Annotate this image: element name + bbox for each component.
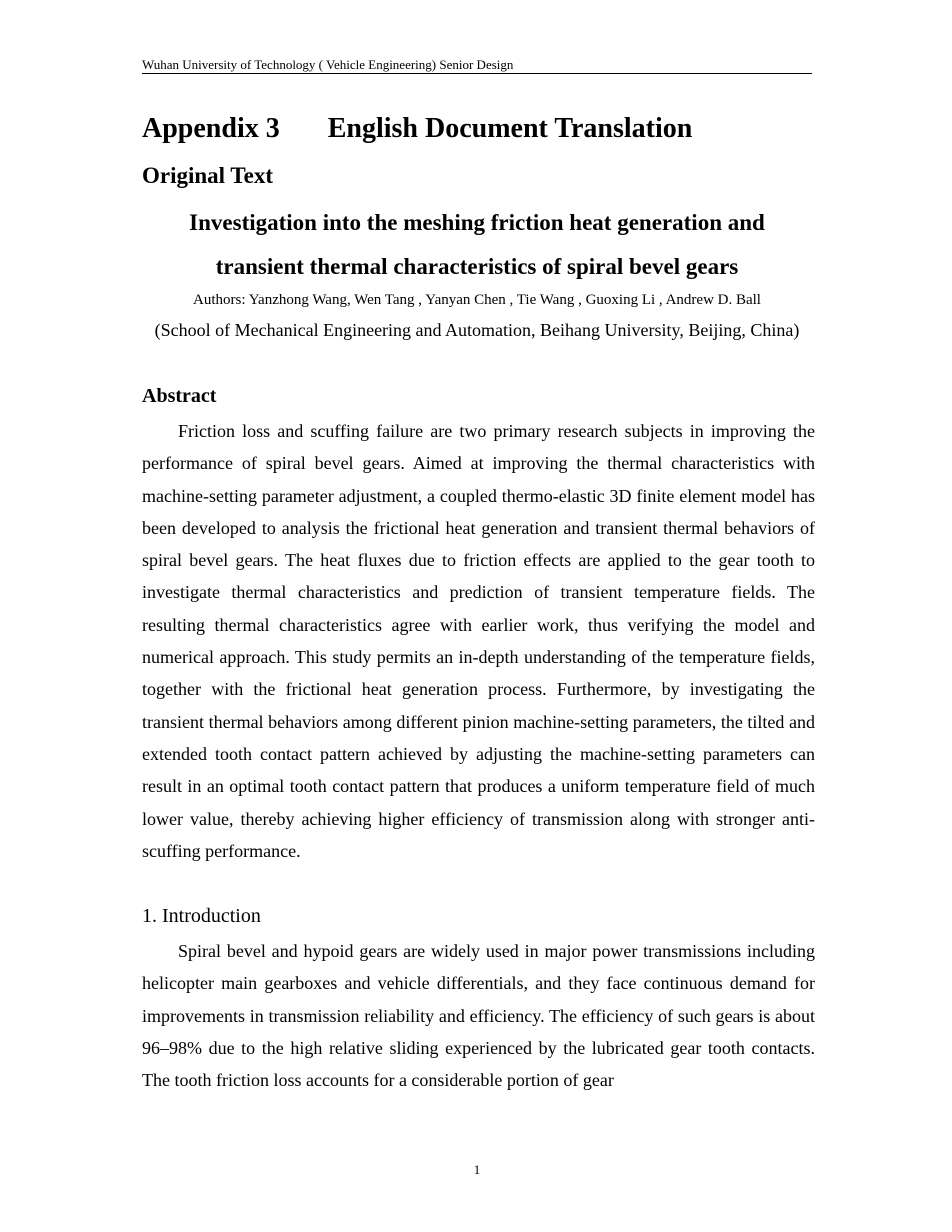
running-header: Wuhan University of Technology ( Vehicle Engineering) Senior Design: [142, 57, 514, 72]
paper-affiliation: (School of Mechanical Engineering and Automation, Beihang University, Beijing, China): [154, 320, 800, 340]
paper-title: [142, 201, 812, 289]
appendix-number: Appendix 3: [142, 113, 280, 144]
header-rule: [142, 73, 812, 74]
page-number: 1: [473, 1162, 481, 1177]
abstract-paragraph: Friction loss and scuffing failure are two primary research subjects in improving the performance of spiral bevel gears. Aimed at improving the thermal characteristics with machine-setting parameter adjustment, a coupled thermo-elastic 3D finite element model has been developed to analysis the frictional heat generation and transient thermal behaviors of spiral bevel gears. The heat fluxes due to friction effects are applied to the gear tooth to investigate thermal characteristics and prediction of transient temperature fields. The resulting thermal characteristics agree with earlier work, thus verifying the model and numerical approach. This study permits an in-depth understanding of the temperature fields, together with the frictional heat generation process. Furthermore, by investigating the transient thermal behaviors among different pinion machine-setting parameters, the tilted and extended tooth contact pattern achieved by adjusting the machine-setting parameters can result in an optimal tooth contact pattern that produces a uniform temperature field of much lower value, thereby achieving higher efficiency of transmission along with stronger anti-scuffing performance.: [142, 421, 815, 861]
original-text-heading: Original Text: [142, 163, 273, 188]
paper-authors: Authors: Yanzhong Wang, Wen Tang , Yanyan Chen , Tie Wang , Guoxing Li , Andrew D. Ball: [193, 292, 761, 308]
paper-title-line-1: Investigation into the meshing friction heat generation and: [189, 210, 765, 235]
abstract-heading: Abstract: [142, 385, 217, 407]
introduction-heading: 1. Introduction: [142, 905, 261, 927]
introduction-paragraph: Spiral bevel and hypoid gears are widely used in major power transmissions including helicopter main gearboxes and vehicle differentials, and they face continuous demand for improvements in transmission reliability and efficiency. The efficiency of such gears is about 96–98% due to the high relative sliding experienced by the lubricated gear tooth contacts. The tooth friction loss accounts for a considerable portion of gear: [142, 941, 815, 1091]
appendix-title-text: English Document Translation: [327, 113, 693, 144]
paper-title-line-2: transient thermal characteristics of spiral bevel gears: [215, 254, 739, 279]
appendix-title: [142, 111, 692, 147]
